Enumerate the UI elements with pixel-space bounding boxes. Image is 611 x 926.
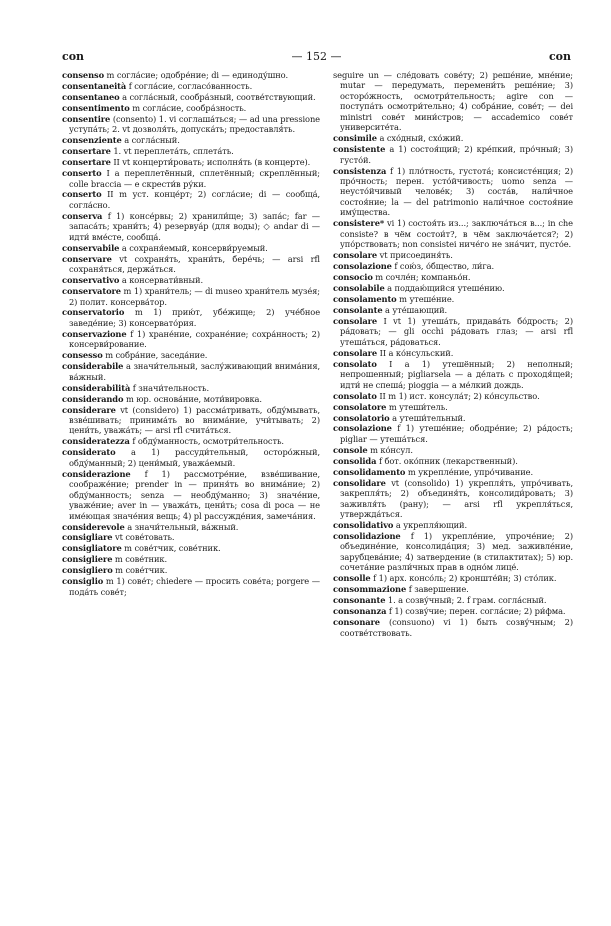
entry-headword: consentimento bbox=[62, 102, 130, 113]
dictionary-entry bbox=[62, 254, 320, 275]
entry-definition: a значи́тельный, ва́жный. bbox=[124, 521, 239, 532]
entry-definition: seguire un — сле́довать сове́ту; 2) реше́ние, мне́ние; mutar — передумать, перемени́ть реше́ние; 3) осторо́жность, осмотри́тельность; agire con — поступа́ть осмотри́тельно; 4) собра́ние, сове́т; — dei ministri сове́т мини́стров; — accademico сове́т университе́та. bbox=[333, 70, 573, 133]
entry-definition: f 1) рассмотре́ние, взве́шивание, соображе́ние; prender in — приня́ть во внима́ние; 2) обду́манность; senza — необду́манно; 3) значе́ние, уваже́ние; aver in — уважа́ть, цени́ть; cosa di poca — не име́ющая значе́ния вещь; 4) pl рассужде́ния, замеча́ния. bbox=[69, 468, 320, 521]
entry-headword: consolare bbox=[333, 347, 378, 358]
entry-definition: I a переплетённый, сплетённый; скреплённый; colle braccia — e скрести́в ру́ки. bbox=[69, 168, 320, 189]
dictionary-entry bbox=[62, 275, 320, 285]
dictionary-entry bbox=[62, 329, 320, 350]
dictionary-entry bbox=[333, 467, 573, 477]
dictionary-entry bbox=[333, 531, 573, 573]
dictionary-entry bbox=[62, 350, 320, 360]
entry-definition: vt сохраня́ть, храни́ть, бере́чь; — arsi rfl сохраня́ться, держа́ться. bbox=[69, 253, 320, 275]
dictionary-entry bbox=[62, 189, 320, 210]
dictionary-entry bbox=[62, 543, 320, 553]
entry-headword: consolidativo bbox=[333, 520, 394, 531]
dictionary-entry bbox=[62, 146, 320, 156]
dictionary-entry bbox=[333, 391, 573, 401]
entry-definition: m утеши́тель. bbox=[386, 401, 448, 412]
dictionary-entry bbox=[333, 70, 573, 133]
entry-definition: vi 1) состоя́ть из...; заключа́ться в...; in che consiste? в чём состои́т?, в чём заключа́ется?; 2) упо́рствовать; non consistei ниче́го не зна́чит, пусто́е. bbox=[340, 218, 573, 250]
entry-definition: m укрепле́ние, упро́чивание. bbox=[405, 466, 534, 477]
entry-definition: a значи́тельный, заслу́живающий внима́ния, ва́жный. bbox=[69, 361, 320, 382]
entry-headword: consolidazione bbox=[333, 530, 401, 541]
entry-headword: consistente bbox=[333, 144, 386, 155]
entry-headword: consiglio bbox=[62, 576, 104, 587]
entry-definition: 1. a созву́чный; 2. f грам. согла́сный. bbox=[385, 595, 547, 606]
entry-definition: vt (consolido) 1) укрепля́ть, упро́чивать, закрепля́ть; 2) объединя́ть, консолиди́ровать; 3) заживля́ть (рану); — arsi rfl укрепля́ться, утвержда́ться. bbox=[340, 477, 573, 520]
entry-headword: consommazione bbox=[333, 584, 407, 595]
entry-definition: f завершение. bbox=[406, 584, 469, 595]
entry-definition: m 1) храни́тель; — di museo храни́тель музе́я; 2) полит. консерва́тор. bbox=[69, 286, 320, 307]
entry-headword: consolato bbox=[333, 390, 377, 401]
entry-definition: (consento) 1. vi соглаша́ться; — ad una pressione уступа́ть; 2. vt дозволя́ть, допуска́ть; предоставля́ть. bbox=[69, 113, 320, 135]
dictionary-entry bbox=[333, 402, 573, 412]
dictionary-entry bbox=[333, 445, 573, 455]
entry-definition: m согла́сие; одобре́ние; di — единоду́шно. bbox=[104, 70, 289, 80]
entry-definition: f 1) утеше́ние; ободре́ние; 2) ра́дость; pigliar — утеша́ться. bbox=[340, 423, 573, 444]
entry-headword: consolatore bbox=[333, 401, 387, 412]
entry-headword: conservativo bbox=[62, 275, 120, 286]
dictionary-entry bbox=[333, 606, 573, 616]
entry-definition: m 1) сове́т; chiedere — просить сове́та; porgere — пода́ть сове́т; bbox=[69, 576, 320, 597]
entry-definition: II m уст. конце́рт; 2) согла́сие; di — сообща́, согла́сно. bbox=[69, 189, 320, 210]
entry-definition: a консервати́вный. bbox=[119, 275, 203, 286]
entry-definition: f значи́тельность. bbox=[130, 382, 210, 393]
page-number: — 152 — bbox=[291, 50, 342, 63]
entry-headword: consonanza bbox=[333, 606, 387, 617]
entry-definition: 1. vt переплета́ть, сплета́ть. bbox=[110, 146, 234, 157]
entry-definition: a утеши́тельный. bbox=[389, 412, 466, 423]
entry-headword: conserva bbox=[62, 210, 103, 221]
dictionary-entry bbox=[62, 565, 320, 575]
entry-definition: f 1) созву́чие; перен. согла́сие; 2) ри́фма. bbox=[386, 606, 566, 617]
entry-definition: a поддаю́щийся утеше́нию. bbox=[384, 283, 505, 294]
entry-headword: conservatorio bbox=[62, 307, 125, 318]
dictionary-entry bbox=[62, 383, 320, 393]
entry-headword: consolazione bbox=[333, 261, 392, 272]
dictionary-entry bbox=[333, 359, 573, 390]
dictionary-entry bbox=[333, 478, 573, 520]
entry-headword: consertare bbox=[62, 146, 111, 157]
entry-headword: conservare bbox=[62, 253, 112, 264]
entry-definition: f 1) пло́тность, густота́; консисте́нция; 2) про́чность; перен. усто́йчивость; uomo senza — неусто́йчивый челове́к; 3) соста́в, нали́чное состоя́ние; la — del patrimonio нали́чное состоя́ние иму́щества. bbox=[340, 165, 573, 218]
dictionary-entry bbox=[62, 447, 320, 468]
entry-definition: a 1) рассуди́тельный, осторо́жный, обду́манный; 2) цени́мый, уважа́емый. bbox=[69, 447, 320, 468]
dictionary-entry bbox=[333, 423, 573, 444]
dictionary-entry bbox=[62, 81, 320, 91]
entry-definition: f 1) укрепле́ние, упроче́ние; 2) объедине́ние, консолида́ция; 3) мед. заживле́ние, зарубцева́ние; 4) затвердение (в стилактитах); 5) юр. сочета́ние разли́чных прав в одно́м лице́. bbox=[340, 530, 573, 573]
entry-definition: II m 1) ист. консула́т; 2) ко́нсульство. bbox=[376, 390, 540, 401]
entry-headword: consertare bbox=[62, 157, 111, 168]
dictionary-entry bbox=[333, 218, 573, 249]
dictionary-entry bbox=[62, 576, 320, 597]
dictionary-entry bbox=[333, 573, 573, 583]
dictionary-entry bbox=[62, 469, 320, 521]
dictionary-entry bbox=[62, 135, 320, 145]
entry-headword: considerabilità bbox=[62, 382, 131, 393]
entry-headword: consistenza bbox=[333, 165, 387, 176]
entry-definition: f 1) хране́ние, сохране́ние; сохра́нность; 2) консерви́рование. bbox=[69, 328, 320, 350]
entry-definition: m сове́тчик, сове́тник. bbox=[121, 543, 221, 554]
entry-headword: consenso bbox=[62, 70, 105, 80]
entry-headword: considerabile bbox=[62, 361, 124, 372]
dictionary-entry bbox=[333, 294, 573, 304]
entry-headword: consentire bbox=[62, 113, 111, 124]
dictionary-entry bbox=[333, 166, 573, 218]
entry-definition: f согла́сие, согласо́ванность. bbox=[126, 80, 253, 91]
dictionary-entry bbox=[62, 103, 320, 113]
dictionary-entry bbox=[333, 261, 573, 271]
entry-headword: consentaneo bbox=[62, 91, 120, 102]
entry-headword: consonare bbox=[333, 617, 380, 628]
entry-headword: consesso bbox=[62, 350, 103, 361]
dictionary-entry bbox=[333, 348, 573, 358]
entry-headword: consolare bbox=[333, 250, 378, 261]
entry-definition: m 1) прию́т, убе́жище; 2) уче́бное заведе́ние; 3) консервато́рия. bbox=[69, 307, 320, 328]
entry-definition: a укрепля́ющий. bbox=[393, 520, 468, 531]
entry-headword: consistere* bbox=[333, 218, 385, 229]
entry-definition: f сою́з, о́бщество, ли́га. bbox=[391, 261, 494, 272]
entry-headword: consolidare bbox=[333, 477, 386, 488]
entry-headword: consolare bbox=[333, 315, 378, 326]
entry-definition: vt сове́товать. bbox=[112, 532, 175, 543]
dictionary-entry bbox=[62, 211, 320, 242]
entry-headword: consolidamento bbox=[333, 466, 406, 477]
entry-headword: considerando bbox=[62, 393, 124, 404]
entry-definition: f 1) консе́рвы; 2) хранили́ще; 3) запа́с; far — запаса́ть; храни́ть; 4) резервуа́р (для воды); ◇ andar di — идти́ вме́сте, сообща́. bbox=[69, 210, 320, 242]
entry-definition: vt (considero) 1) рассма́тривать, обду́мывать, взве́шивать; принима́ть во внима́ние, учи́тывать; 2) цени́ть, уважа́ть; — arsi rfl счита́ться. bbox=[69, 404, 320, 436]
entry-headword: consolazione bbox=[333, 423, 392, 434]
entry-headword: consolamento bbox=[333, 294, 397, 305]
dictionary-entry bbox=[333, 413, 573, 423]
entry-headword: consentaneità bbox=[62, 80, 127, 91]
entry-headword: console bbox=[333, 444, 368, 455]
entry-definition: m сове́тник. bbox=[112, 554, 168, 565]
dictionary-entry bbox=[333, 283, 573, 293]
dictionary-entry bbox=[333, 144, 573, 165]
entry-headword: conservabile bbox=[62, 242, 120, 253]
dictionary-entry bbox=[333, 272, 573, 282]
dictionary-entry bbox=[62, 70, 320, 80]
entry-headword: consigliero bbox=[62, 565, 113, 576]
entry-headword: conserto bbox=[62, 168, 102, 179]
entry-definition: f обду́манность, осмотри́тельность. bbox=[129, 436, 284, 447]
entry-definition: f бот. око́пник (лекарственный). bbox=[376, 455, 518, 466]
entry-definition: a согла́сный. bbox=[121, 135, 180, 146]
dictionary-entry bbox=[333, 584, 573, 594]
entry-definition: a 1) состоя́щий; 2) кре́пкий, про́чный; 3) густо́й. bbox=[340, 144, 573, 165]
page-header bbox=[62, 50, 571, 66]
header-right-guide-word: con bbox=[548, 50, 571, 63]
entry-definition: II vt концерти́ровать; исполня́ть (в концерте). bbox=[110, 157, 311, 168]
entry-headword: considerevole bbox=[62, 521, 125, 532]
dictionary-entry bbox=[333, 250, 573, 260]
dictionary-entry bbox=[333, 456, 573, 466]
left-column bbox=[62, 70, 320, 598]
dictionary-entry bbox=[62, 394, 320, 404]
entry-definition: m ко́нсул. bbox=[367, 444, 413, 455]
header-left-guide-word: con bbox=[62, 50, 85, 63]
entry-headword: consigliere bbox=[62, 554, 113, 565]
dictionary-entry bbox=[62, 436, 320, 446]
entry-headword: consolante bbox=[333, 304, 383, 315]
entry-headword: conservatore bbox=[62, 286, 121, 297]
entry-definition: m юр. основа́ние, моти́вировка. bbox=[123, 393, 262, 404]
entry-definition: m согла́сие, сообра́зность. bbox=[129, 102, 247, 113]
entry-definition: a уте́шающий. bbox=[382, 304, 448, 315]
dictionary-entry bbox=[62, 92, 320, 102]
entry-headword: consolabile bbox=[333, 283, 385, 294]
entry-headword: considerare bbox=[62, 404, 116, 415]
entry-definition: vt присоединя́ть. bbox=[377, 250, 453, 261]
entry-definition: II a ко́нсульский. bbox=[377, 347, 454, 358]
dictionary-entry bbox=[62, 243, 320, 253]
entry-headword: conserto bbox=[62, 189, 102, 200]
dictionary-entry bbox=[62, 522, 320, 532]
dictionary-entry bbox=[62, 286, 320, 307]
dictionary-entry bbox=[333, 305, 573, 315]
entry-definition: m собра́ние, заседа́ние. bbox=[102, 350, 208, 361]
dictionary-entry bbox=[62, 554, 320, 564]
entry-headword: consocio bbox=[333, 272, 373, 283]
dictionary-entry bbox=[62, 157, 320, 167]
entry-definition: a сохраня́емый, консерви́руемый. bbox=[119, 242, 268, 253]
dictionary-entry bbox=[62, 114, 320, 135]
entry-definition: m сове́тчик. bbox=[112, 565, 168, 576]
dictionary-entry bbox=[333, 617, 573, 638]
entry-headword: consonante bbox=[333, 595, 386, 606]
dictionary-entry bbox=[333, 133, 573, 143]
entry-headword: consideratezza bbox=[62, 436, 130, 447]
right-column bbox=[333, 70, 573, 639]
entry-headword: considerazione bbox=[62, 468, 131, 479]
dictionary-entry bbox=[333, 595, 573, 605]
entry-definition: (consuono) vi 1) быть созву́чным; 2) соотве́тствовать. bbox=[340, 617, 573, 638]
dictionary-entry bbox=[333, 316, 573, 347]
dictionary-entry bbox=[62, 405, 320, 436]
entry-headword: consimile bbox=[333, 133, 377, 144]
dictionary-entry bbox=[62, 307, 320, 328]
entry-definition: I vt 1) утеша́ть, придава́ть бо́дрость; 2) ра́довать; — gli occhi ра́довать глаз; — arsi rfl утеша́ться, ра́доваться. bbox=[340, 315, 573, 347]
entry-headword: considerato bbox=[62, 447, 116, 458]
entry-headword: consigliare bbox=[62, 532, 113, 543]
entry-definition: a схо́дный, схо́жий. bbox=[376, 133, 464, 144]
entry-definition: m утеше́ние. bbox=[396, 294, 455, 305]
dictionary-entry bbox=[62, 168, 320, 189]
entry-headword: conservazione bbox=[62, 328, 127, 339]
entry-headword: consenziente bbox=[62, 135, 122, 146]
dictionary-entry bbox=[62, 532, 320, 542]
entry-definition: m сочле́н; компаньо́н. bbox=[372, 272, 471, 283]
entry-headword: consolato bbox=[333, 358, 377, 369]
entry-headword: consigliatore bbox=[62, 543, 122, 554]
entry-definition: f 1) арх. консо́ль; 2) кронште́йн; 3) сто́лик. bbox=[370, 573, 557, 584]
entry-definition: I a 1) утешённый; 2) неполный; непрошенный; pigliarsela — a де́лать с проходя́щей; идти́ не спеша́; pioggia — a ме́лкий дождь. bbox=[340, 358, 573, 390]
entry-headword: consolida bbox=[333, 455, 377, 466]
dictionary-entry bbox=[62, 361, 320, 382]
entry-definition: a согла́сный, сообра́зный, соотве́тствующий. bbox=[119, 91, 316, 102]
dictionary-entry bbox=[333, 520, 573, 530]
entry-headword: consolle bbox=[333, 573, 371, 584]
entry-headword: consolatorio bbox=[333, 412, 390, 423]
